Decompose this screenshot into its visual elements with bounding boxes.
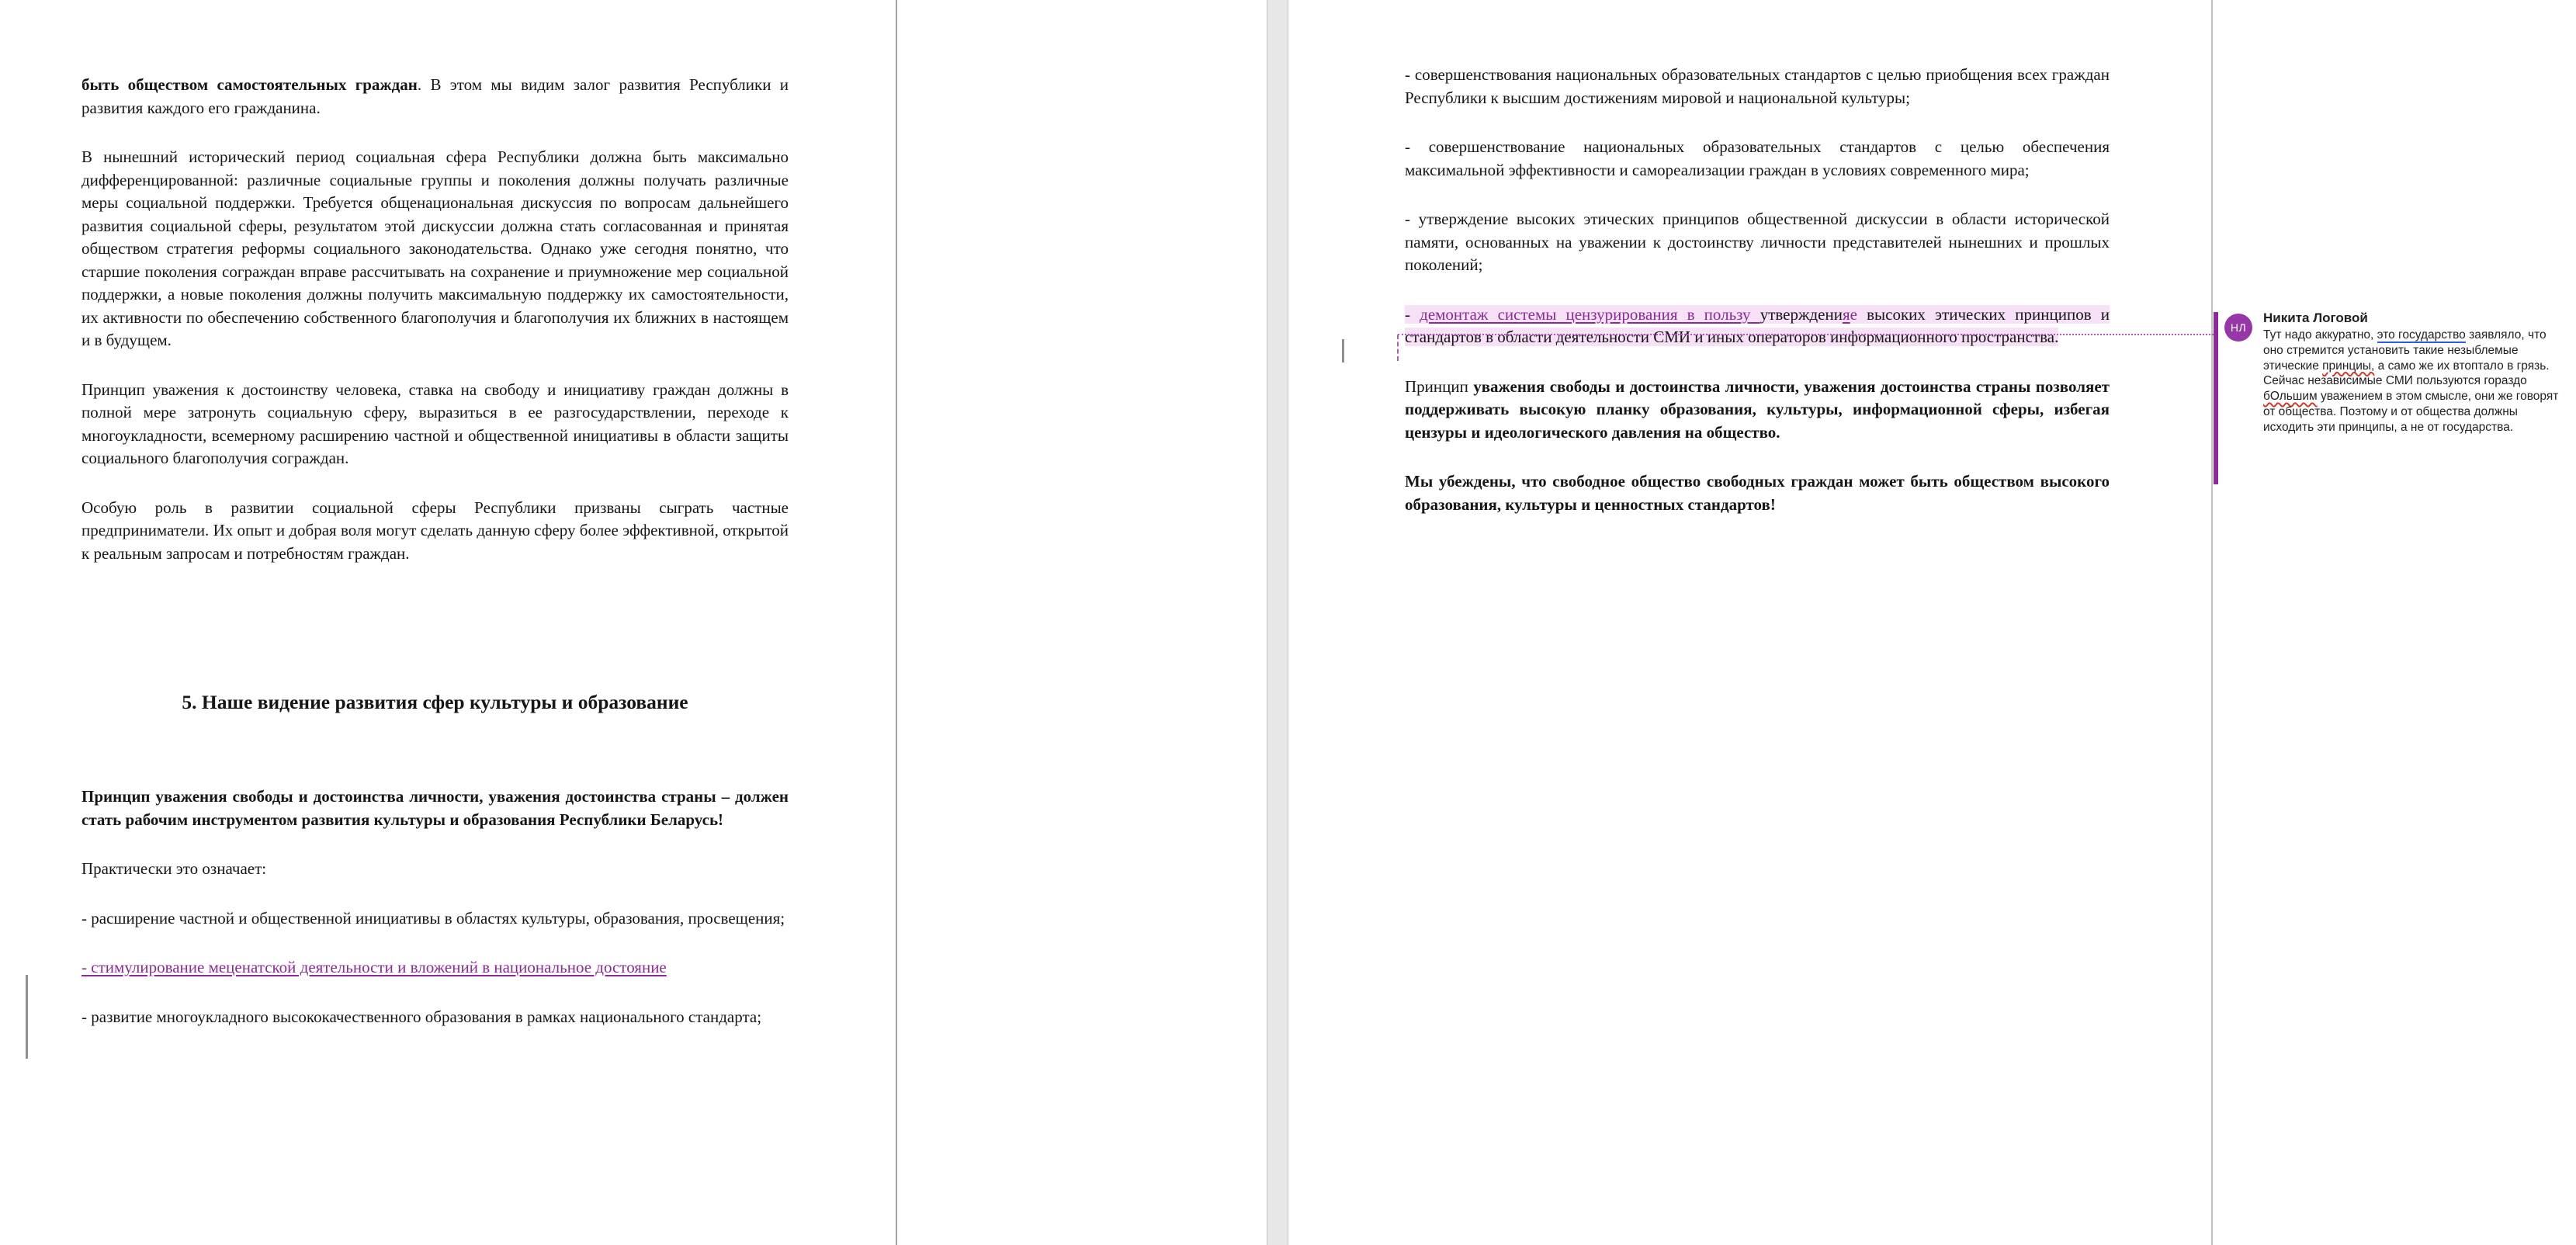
avatar: НЛ [2224, 314, 2252, 342]
text-segment: Принцип [1405, 376, 1474, 396]
page-2-text [1405, 64, 2110, 543]
page-1-right-edge [896, 0, 897, 1245]
comment-card[interactable] [2221, 310, 2572, 435]
comment-thread-bar[interactable] [2214, 312, 2218, 484]
paragraph[interactable] [1405, 208, 2110, 277]
text-segment: уважения свободы и достоинства личности, уважения достоинства страны позволяет поддерживать высокую планку образования, культуры, информационной сферы, избегая цензуры и идеологического давления на общество. [1405, 376, 2110, 442]
text-segment: быть обществом самостоятельных граждан [81, 75, 418, 94]
text-segment: утверждени [1760, 304, 1843, 324]
comment-author: Никита Логовой [2263, 310, 2368, 325]
paragraph[interactable] [81, 858, 789, 881]
tracked-change-bar[interactable] [26, 975, 28, 1059]
text-segment: заявляло, что оно стремится установить такие незыблемые этические [2263, 328, 2547, 373]
text-segment: Принцип уважения свободы и достоинства личности, уважения достоинства страны – должен стать рабочим инструментом развития культуры и образования Республики Беларусь! [81, 787, 789, 829]
paragraph[interactable] [1405, 64, 2110, 109]
paragraph[interactable] [1405, 136, 2110, 182]
comment-anchor-dotted-line [1398, 334, 2214, 335]
paragraph[interactable] [81, 146, 789, 352]
tracked-change-bar[interactable] [1342, 339, 1344, 362]
text-segment: Принцип уважения к достоинству человека, ставка на свободу и инициативу граждан должны в полной мере затронуть социальную сферу, выразиться в ее разгосударствлении, переходе к многоукладности, всемерному расширению частной и общественной инициативы в области защиты социального благополучия сограждан. [81, 380, 789, 467]
text-segment: . В этом мы видим залог развития Республики и развития каждого его гражданина. [81, 75, 789, 117]
paragraph[interactable] [1405, 376, 2110, 445]
paragraph[interactable] [81, 379, 789, 470]
text-segment: - совершенствование национальных образовательных стандартов с целью обеспечения максимальной эффективности и самореализации граждан в условиях современного мира; [1405, 137, 2110, 179]
comment-body[interactable] [2263, 328, 2560, 435]
inserted-text: е [1850, 304, 1857, 324]
text-segment: В нынешний исторический период социальная сфера Республики должна быть максимально дифференцированной: различные социальные группы и поколения должны получать различные меры социальной поддержки. Требуется общенациональная дискуссия по вопросам дальнейшего развития социальной сферы, результатом этой дискуссии должна стать согласованная и принятая обществом стратегия реформы социального законодательства. Однако уже сегодня понятно, что старшие поколения сограждан вправе рассчитывать на сохранение и приумножение мер социальной поддержки, а новые поколения должны получить максимальную поддержку их самостоятельности, их активности по обеспечению собственного благополучия и благополучия их ближних в настоящем и в будущем. [81, 147, 789, 349]
paragraph[interactable] [81, 74, 789, 120]
paragraph[interactable] [81, 497, 789, 566]
text-segment: Практически это означает: [81, 859, 267, 878]
commented-paragraph[interactable] [1405, 303, 2110, 349]
text-segment: 5. Наше видение развития сфер культуры и образование [182, 691, 688, 713]
text-segment: высоких этических принципов и стандартов в области деятельности СМИ и иных операторов информационного пространства. [1405, 304, 2110, 346]
paragraph[interactable] [81, 956, 789, 980]
paragraph[interactable] [81, 1006, 789, 1029]
text-segment: а само же их втоптало в грязь. Сейчас независимые СМИ пользуются гораздо [2263, 359, 2550, 388]
text-segment: - расширение частной и общественной инициативы в областях культуры, образования, просвещения; [81, 908, 785, 928]
text-segment: - совершенствования национальных образовательных стандартов с целью приобщения всех граждан Республики к высшим достижениям мировой и национальной культуры; [1405, 65, 2110, 107]
misspelled-word: бОльшим [2263, 390, 2318, 404]
page-2-right-edge [2211, 0, 2213, 1245]
inserted-text: демонтаж системы цензурирования в пользу [1420, 304, 1760, 324]
paragraph[interactable] [81, 785, 789, 831]
grammar-flagged-text: это государство [2377, 328, 2466, 342]
text-segment: Мы убеждены, что свободное общество свободных граждан может быть обществом высокого образования, культуры и ценностных стандартов! [1405, 472, 2110, 514]
paragraph[interactable] [1405, 470, 2110, 516]
inserted-text: я [1842, 304, 1850, 324]
misspelled-word: принциы, [2322, 359, 2375, 373]
page-gap-scroll-strip[interactable] [1267, 0, 1288, 1245]
text-segment: Тут надо аккуратно, [2263, 328, 2377, 342]
text-segment: - [1405, 304, 1420, 324]
paragraph[interactable] [81, 907, 789, 931]
inserted-text: - стимулирование меценатской деятельности и вложений в национальное достояние [81, 958, 667, 976]
text-segment: - утверждение высоких этических принципов общественной дискуссии в области исторической памяти, основанных на уважении к достоинству личности представителей нынешних и прошлых поколений; [1405, 210, 2110, 274]
comment-highlight [1405, 305, 2110, 347]
text-segment: Особую роль в развитии социальной сферы Республики призваны сыграть частные предприниматели. Их опыт и добрая воля могут сделать данную сферу более эффективной, открытой к реальным запросам и потребностям граждан. [81, 498, 789, 563]
text-segment: уважением в этом смысле, они же говорят от общества. Поэтому и от общества должны исходить эти принципы, а не от государства. [2263, 390, 2559, 434]
page-1-text [81, 74, 789, 1055]
comment-anchor-left-dash [1397, 335, 1399, 361]
section-heading[interactable] [81, 689, 789, 716]
text-segment: - развитие многоукладного высококачественного образования в рамках национального стандарта; [81, 1007, 762, 1026]
